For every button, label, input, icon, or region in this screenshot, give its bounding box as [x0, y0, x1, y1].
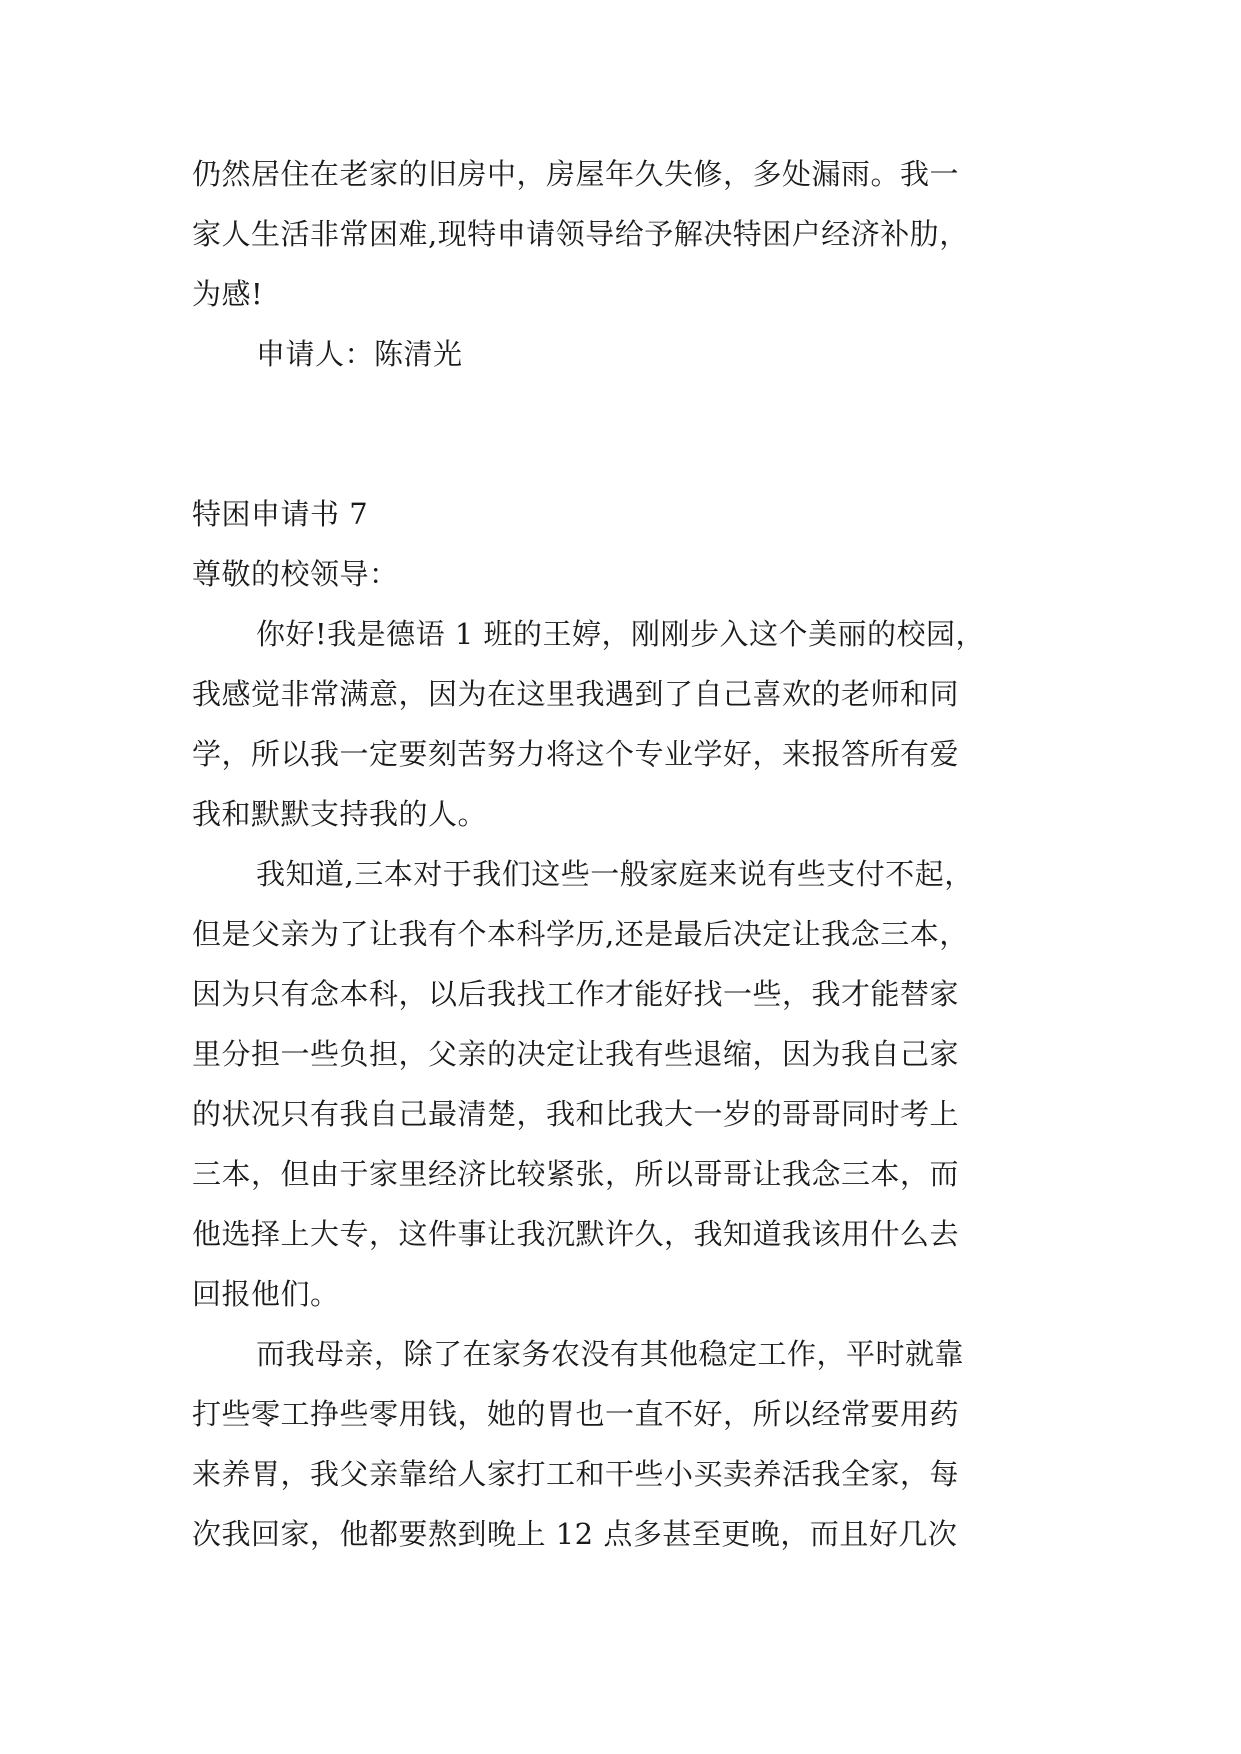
paragraph-3-line: 次我回家，他都要熬到晚上 12 点多甚至更晚，而且好几次 — [192, 1517, 958, 1551]
letter-title: 特困申请书 7 — [192, 497, 369, 531]
paragraph-2-line: 里分担一些负担，父亲的决定让我有些退缩，因为我自己家 — [192, 1037, 960, 1071]
paragraph-1-line: 我和默默支持我的人。 — [192, 797, 488, 831]
paragraph-3-line: 打些零工挣些零用钱，她的胃也一直不好，所以经常要用药 — [192, 1397, 960, 1431]
paragraph-3-line: 而我母亲，除了在家务农没有其他稳定工作，平时就靠 — [256, 1337, 965, 1371]
letter-salutation: 尊敬的校领导： — [192, 557, 399, 591]
paragraph-2-line: 的状况只有我自己最清楚，我和比我大一岁的哥哥同时考上 — [192, 1097, 960, 1131]
paragraph-2-line: 三本，但由于家里经济比较紧张，所以哥哥让我念三本，而 — [192, 1157, 960, 1191]
paragraph-2-line: 但是父亲为了让我有个本科学历,还是最后决定让我念三本， — [192, 917, 969, 951]
paragraph-2-line: 他选择上大专，这件事让我沉默许久，我知道我该用什么去 — [192, 1217, 960, 1251]
paragraph-1-line: 我感觉非常满意，因为在这里我遇到了自己喜欢的老师和同 — [192, 677, 960, 711]
paragraph-2-line: 因为只有念本科，以后我找工作才能好找一些，我才能替家 — [192, 977, 960, 1011]
applicant-signature: 申请人：陈清光 — [256, 337, 463, 371]
paragraph-2-line: 回报他们。 — [192, 1277, 340, 1311]
paragraph-1-line: 你好!我是德语 1 班的王婷，刚刚步入这个美丽的校园， — [256, 617, 986, 651]
paragraph-2-line: 我知道,三本对于我们这些一般家庭来说有些支付不起， — [256, 857, 974, 891]
body-text-line: 家人生活非常困难,现特申请领导给予解决特困户经济补肋， — [192, 217, 969, 251]
paragraph-1-line: 学，所以我一定要刻苦努力将这个专业学好，来报答所有爱 — [192, 737, 960, 771]
body-text-line: 仍然居住在老家的旧房中，房屋年久失修，多处漏雨。我一 — [192, 157, 960, 191]
paragraph-3-line: 来养胃，我父亲靠给人家打工和干些小买卖养活我全家，每 — [192, 1457, 960, 1491]
body-text-line: 为感! — [192, 277, 264, 311]
